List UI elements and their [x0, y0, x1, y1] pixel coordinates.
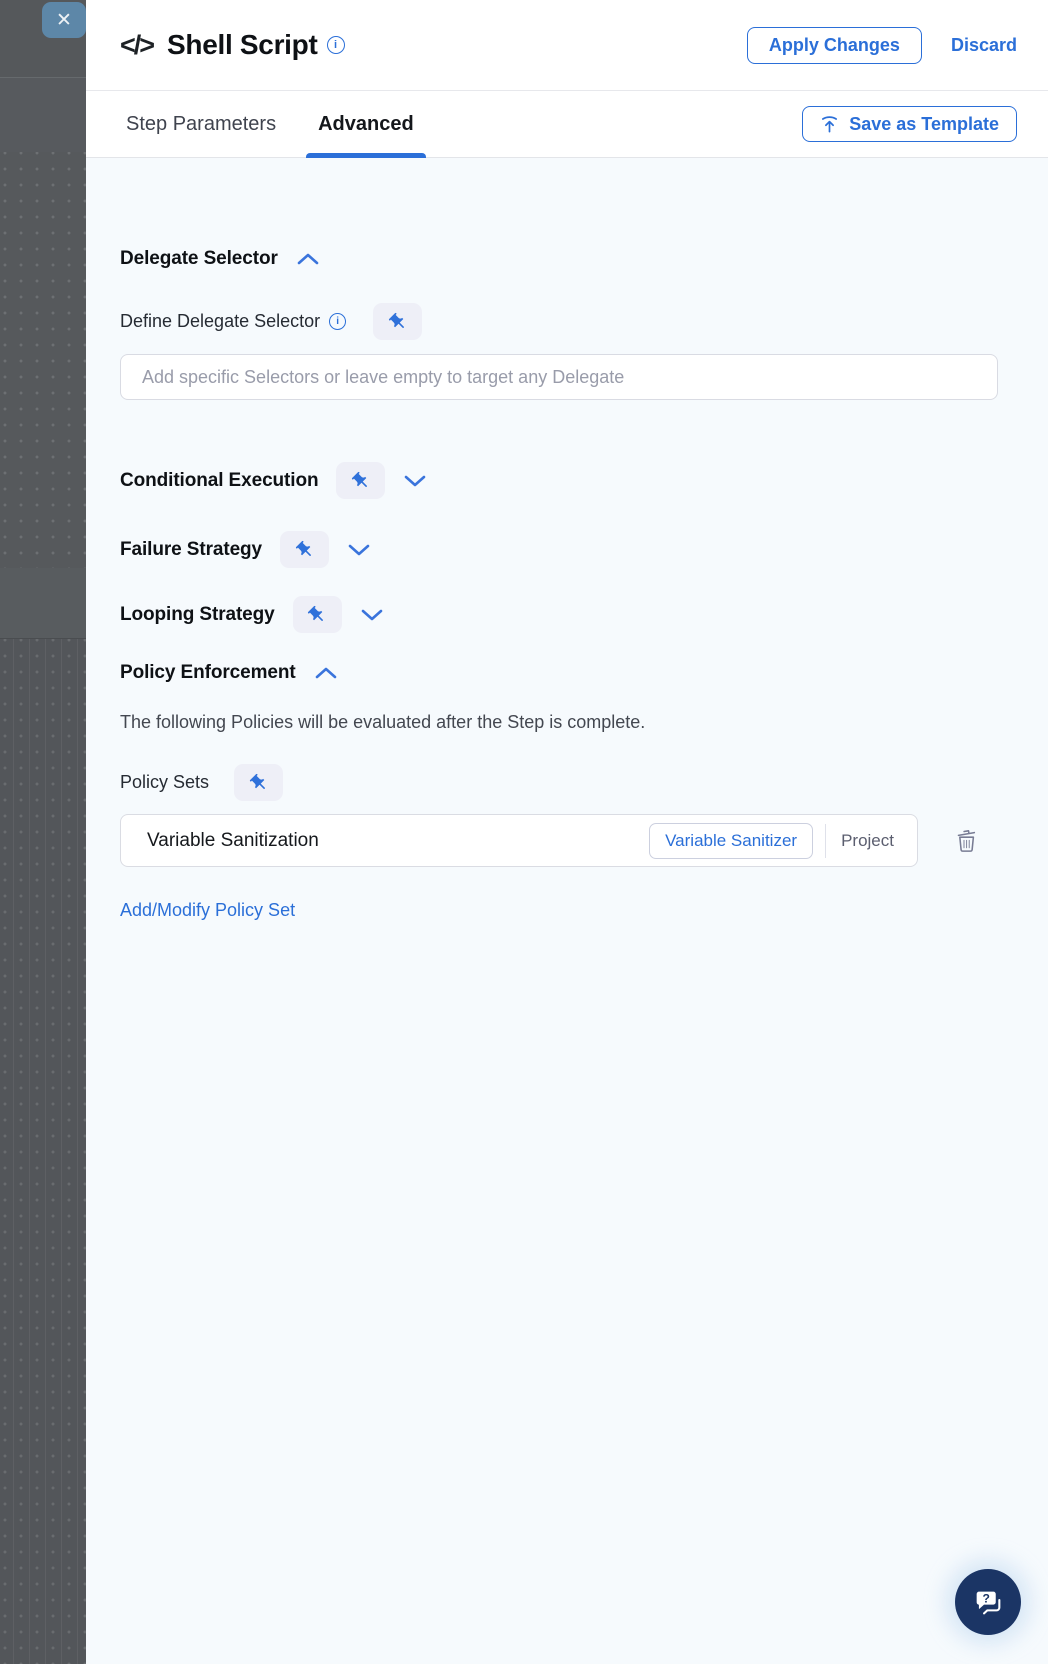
- policy-sets-pin-button[interactable]: [234, 764, 283, 801]
- tab-label: Step Parameters: [126, 112, 277, 135]
- shell-script-step-icon: </>: [120, 29, 154, 60]
- conditional-execution-pin-button[interactable]: [336, 462, 385, 499]
- title-row: [120, 29, 747, 61]
- policy-enforcement-section-header: [120, 662, 998, 684]
- tab-bar: [86, 91, 1048, 158]
- pin-icon: [347, 466, 375, 494]
- chat-question-icon: [970, 1584, 1006, 1620]
- delegate-selector-section-header: [120, 248, 998, 270]
- section-heading: Looping Strategy: [120, 603, 275, 625]
- help-chat-button[interactable]: [955, 1569, 1021, 1635]
- delete-policy-set-button[interactable]: [951, 826, 981, 856]
- expand-chevron-down-icon[interactable]: [403, 474, 427, 488]
- canvas-strip: [0, 78, 86, 152]
- close-icon: ✕: [56, 9, 72, 31]
- upload-template-icon: [820, 115, 839, 134]
- section-heading: Delegate Selector: [120, 248, 278, 269]
- policy-scope-label: Project: [841, 830, 894, 850]
- failure-strategy-pin-button[interactable]: [280, 531, 329, 568]
- policy-set-list-item: [120, 814, 998, 867]
- tab-label: Advanced: [318, 112, 414, 135]
- section-heading: Policy Enforcement: [120, 662, 296, 683]
- trash-icon: [954, 828, 979, 853]
- pin-icon: [383, 307, 411, 335]
- drawer-header: [86, 0, 1048, 91]
- tab-step-parameters[interactable]: [120, 91, 282, 157]
- badge-scope-divider: [825, 824, 826, 858]
- policy-sets-row: [120, 764, 998, 801]
- step-info-icon[interactable]: i: [327, 36, 345, 54]
- discard-button[interactable]: Discard: [950, 34, 1017, 55]
- section-heading: Failure Strategy: [120, 538, 263, 560]
- expand-chevron-down-icon[interactable]: [360, 608, 384, 622]
- collapse-chevron-up-icon[interactable]: [296, 252, 320, 266]
- pipeline-canvas: [0, 0, 86, 1664]
- canvas-dot-grid: [0, 638, 86, 1664]
- page-title: Shell Script: [167, 29, 318, 60]
- close-drawer-button[interactable]: [42, 2, 86, 38]
- pin-icon: [290, 535, 318, 563]
- policy-set-name: Variable Sanitization: [147, 829, 319, 851]
- tab-advanced[interactable]: [312, 91, 420, 157]
- policy-entity-type-badge[interactable]: Variable Sanitizer: [649, 823, 813, 859]
- pin-icon: [303, 600, 331, 628]
- svg-text:?: ?: [982, 1591, 990, 1606]
- save-as-template-label: Save as Template: [849, 113, 999, 134]
- advanced-panel: [86, 158, 1048, 1664]
- policy-set-card: [120, 814, 918, 867]
- delegate-info-icon[interactable]: i: [329, 313, 346, 330]
- step-config-drawer: [86, 0, 1048, 1664]
- section-heading: Conditional Execution: [120, 469, 319, 491]
- conditional-execution-section-header: [120, 462, 998, 499]
- policy-sets-label: Policy Sets: [120, 772, 210, 792]
- apply-changes-button[interactable]: Apply Changes: [747, 27, 922, 64]
- delegate-runtime-pin-button[interactable]: [373, 303, 422, 340]
- canvas-dot-grid: [0, 152, 86, 568]
- looping-strategy-pin-button[interactable]: [293, 596, 342, 633]
- save-as-template-button[interactable]: [802, 106, 1017, 142]
- canvas-strip: [0, 568, 86, 638]
- policy-enforcement-description: The following Policies will be evaluated after the Step is complete.: [120, 712, 646, 732]
- looping-strategy-section-header: [120, 596, 998, 633]
- collapse-chevron-up-icon[interactable]: [314, 666, 338, 680]
- delegate-selector-input[interactable]: [120, 354, 998, 400]
- add-modify-policy-set-link[interactable]: Add/Modify Policy Set: [120, 900, 296, 920]
- pin-icon: [244, 768, 272, 796]
- define-delegate-selector-label: Define Delegate Selector: [120, 311, 321, 331]
- failure-strategy-section-header: [120, 531, 998, 568]
- define-delegate-selector-row: [120, 303, 998, 340]
- expand-chevron-down-icon[interactable]: [347, 543, 371, 557]
